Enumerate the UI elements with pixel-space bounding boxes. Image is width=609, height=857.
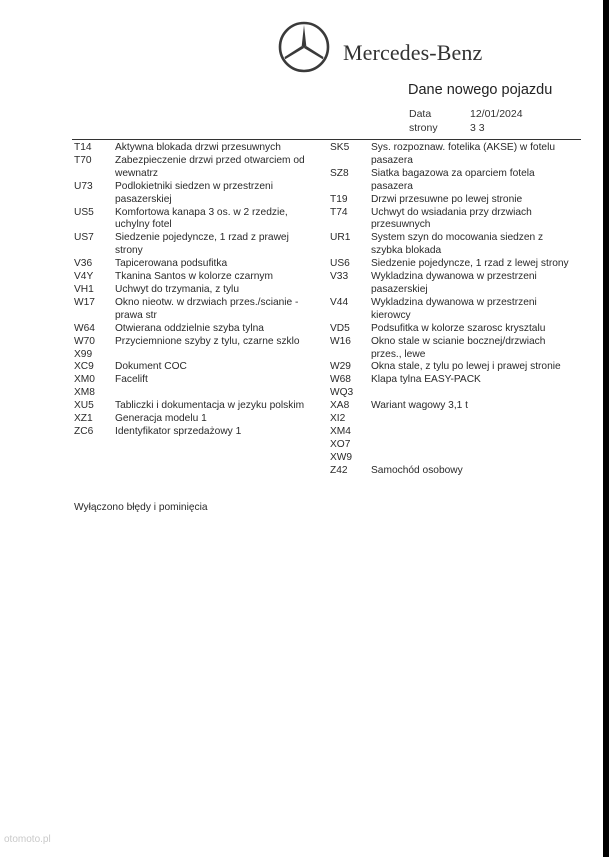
option-description: Otwierana oddzielnie szyba tylna bbox=[115, 322, 264, 334]
option-code: US6 bbox=[330, 258, 350, 270]
option-code: V4Y bbox=[74, 271, 94, 283]
pages-value: 3 3 bbox=[470, 122, 485, 134]
option-code: Z42 bbox=[330, 464, 348, 476]
option-code: ZC6 bbox=[74, 425, 94, 437]
option-code: XM0 bbox=[74, 374, 95, 386]
option-code: VD5 bbox=[330, 322, 350, 334]
option-code: XM8 bbox=[74, 387, 95, 399]
equipment-row bbox=[74, 232, 312, 258]
equipment-row bbox=[74, 361, 312, 374]
option-description: Siatka bagazowa za oparciem fotela pasazera bbox=[371, 167, 535, 192]
option-code: US5 bbox=[74, 206, 94, 218]
option-description bbox=[371, 413, 570, 426]
date-value: 12/01/2024 bbox=[470, 108, 523, 120]
option-code: SK5 bbox=[330, 142, 350, 153]
option-description: Podsufitka w kolorze szarosc krysztalu bbox=[371, 322, 546, 334]
option-code: XI2 bbox=[330, 413, 346, 425]
equipment-row bbox=[330, 465, 570, 478]
option-description: Dokument COC bbox=[115, 361, 187, 373]
option-code: W17 bbox=[74, 296, 95, 308]
equipment-row bbox=[330, 232, 570, 258]
option-code: W29 bbox=[330, 361, 351, 373]
option-description: Aktywna blokada drzwi przesuwnych bbox=[115, 142, 281, 153]
equipment-row bbox=[330, 452, 570, 465]
equipment-row bbox=[330, 413, 570, 426]
option-code: UR1 bbox=[330, 232, 351, 244]
equipment-row bbox=[74, 400, 312, 413]
option-code: T74 bbox=[330, 206, 348, 218]
option-code: XO7 bbox=[330, 438, 351, 450]
option-description: Tapicerowana podsufitka bbox=[115, 258, 228, 270]
pages-label: strony bbox=[409, 122, 438, 134]
equipment-row bbox=[330, 426, 570, 439]
equipment-row bbox=[330, 297, 570, 323]
option-code: T70 bbox=[74, 154, 92, 166]
equipment-row bbox=[74, 323, 312, 336]
equipment-row bbox=[330, 374, 570, 387]
option-description bbox=[371, 452, 570, 465]
equipment-row bbox=[330, 323, 570, 336]
option-description: Podlokietniki siedzen w przestrzeni pasazerskiej bbox=[115, 180, 273, 205]
date-label: Data bbox=[409, 108, 432, 120]
option-code: US7 bbox=[74, 232, 94, 244]
option-description: Klapa tylna EASY-PACK bbox=[371, 374, 481, 386]
equipment-row bbox=[330, 439, 570, 452]
option-description: Okno stale w scianie bocznej/drzwiach przes., lewe bbox=[371, 335, 546, 360]
option-description: Siedzenie pojedyncze, 1 rzad z lewej strony bbox=[371, 258, 569, 270]
equipment-row bbox=[74, 155, 312, 181]
option-code: V44 bbox=[330, 296, 349, 308]
equipment-row bbox=[74, 374, 312, 387]
equipment-row bbox=[74, 142, 312, 155]
option-code: XA8 bbox=[330, 400, 350, 412]
option-description: Wykladzina dywanowa w przestrzeni pasazerskiej bbox=[371, 271, 537, 295]
equipment-row bbox=[74, 284, 312, 297]
option-description: Wykladzina dywanowa w przestrzeni kierowcy bbox=[371, 296, 537, 321]
equipment-row bbox=[74, 258, 312, 271]
option-code: V33 bbox=[330, 271, 349, 283]
option-description: Facelift bbox=[115, 374, 148, 386]
option-code: XZ1 bbox=[74, 413, 93, 425]
option-code: W68 bbox=[330, 374, 351, 386]
equipment-row bbox=[330, 142, 570, 168]
equipment-row bbox=[74, 297, 312, 323]
option-description: Samochód osobowy bbox=[371, 464, 463, 476]
left-equipment-list bbox=[74, 142, 312, 439]
equipment-row bbox=[74, 387, 312, 400]
equipment-row bbox=[330, 361, 570, 374]
option-description: Wariant wagowy 3,1 t bbox=[371, 400, 469, 412]
option-description: Komfortowa kanapa 3 os. w 2 rzedzie, uchylny fotel bbox=[115, 206, 288, 231]
option-code: XW9 bbox=[330, 451, 353, 463]
option-code: XU5 bbox=[74, 400, 94, 412]
option-description: Identyfikator sprzedażowy 1 bbox=[115, 425, 242, 437]
equipment-row bbox=[330, 168, 570, 194]
document-title: Dane nowego pojazdu bbox=[408, 82, 553, 98]
equipment-row bbox=[74, 426, 312, 439]
equipment-row bbox=[74, 413, 312, 426]
mercedes-star-logo bbox=[278, 21, 330, 73]
equipment-row bbox=[74, 349, 312, 362]
option-code: T14 bbox=[74, 142, 92, 153]
disclaimer-note: Wyłączono błędy i pominięcia bbox=[74, 502, 208, 513]
option-description: Uchwyt do wsiadania przy drzwiach przesuwnych bbox=[371, 206, 532, 231]
header-divider bbox=[72, 139, 581, 140]
equipment-row bbox=[330, 258, 570, 271]
option-code: WQ3 bbox=[330, 387, 354, 399]
option-description bbox=[371, 387, 570, 400]
equipment-row bbox=[330, 194, 570, 207]
option-description: Uchwyt do trzymania, z tylu bbox=[115, 283, 239, 295]
option-code: VH1 bbox=[74, 283, 94, 295]
option-description: Sys. rozpoznaw. fotelika (AKSE) w fotelu pasazera bbox=[371, 142, 556, 166]
option-description: Zabezpieczenie drzwi przed otwarciem od wewnatrz bbox=[115, 154, 305, 179]
brand-name: Mercedes-Benz bbox=[343, 40, 483, 65]
equipment-row bbox=[74, 207, 312, 233]
equipment-row bbox=[330, 387, 570, 400]
watermark: otomoto.pl bbox=[4, 834, 51, 845]
option-description: Przyciemnione szyby z tylu, czarne szklo bbox=[115, 335, 300, 347]
equipment-row bbox=[330, 336, 570, 362]
option-code: T19 bbox=[330, 193, 348, 205]
option-description: Okno nieotw. w drzwiach przes./scianie - prawa str bbox=[115, 296, 299, 321]
option-code: XM4 bbox=[330, 425, 351, 437]
option-code: X99 bbox=[74, 348, 93, 360]
option-description bbox=[371, 439, 570, 452]
option-code: SZ8 bbox=[330, 167, 349, 179]
option-description: Tabliczki i dokumentacja w jezyku polskim bbox=[115, 400, 305, 412]
option-description bbox=[371, 426, 570, 439]
option-description: Okna stale, z tylu po lewej i prawej stronie bbox=[371, 361, 561, 373]
right-equipment-list bbox=[330, 142, 570, 478]
equipment-row bbox=[330, 271, 570, 297]
option-code: W64 bbox=[74, 322, 95, 334]
option-description bbox=[115, 387, 312, 400]
option-code: U73 bbox=[74, 180, 93, 192]
equipment-row bbox=[74, 336, 312, 349]
option-code: W70 bbox=[74, 335, 95, 347]
option-description: Tkanina Santos w kolorze czarnym bbox=[115, 271, 273, 283]
option-code: XC9 bbox=[74, 361, 94, 373]
option-description: Generacja modelu 1 bbox=[115, 413, 207, 425]
equipment-row bbox=[74, 271, 312, 284]
option-code: W16 bbox=[330, 335, 351, 347]
equipment-row bbox=[330, 207, 570, 233]
equipment-row bbox=[330, 400, 570, 413]
option-description: Drzwi przesuwne po lewej stronie bbox=[371, 193, 523, 205]
option-description: System szyn do mocowania siedzen z szybka blokada bbox=[371, 232, 544, 257]
option-description bbox=[115, 349, 312, 362]
option-code: V36 bbox=[74, 258, 93, 270]
option-description: Siedzenie pojedyncze, 1 rzad z prawej strony bbox=[115, 232, 289, 257]
equipment-row bbox=[74, 181, 312, 207]
